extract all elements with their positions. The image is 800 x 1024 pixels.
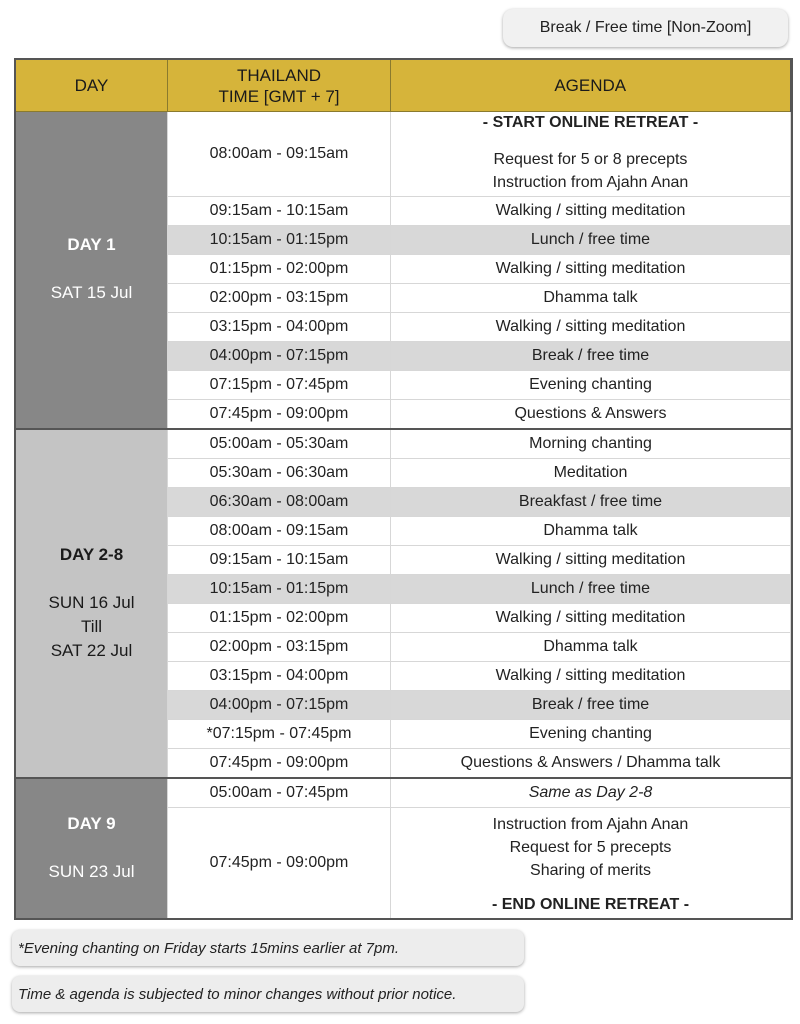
- agenda-line: Instruction from Ajahn Anan: [492, 174, 689, 191]
- agenda-cell: Break / free time: [391, 691, 791, 720]
- time-cell: 05:00am - 07:45pm: [168, 778, 391, 808]
- header-day: DAY: [16, 60, 168, 112]
- day2-8-cell: [16, 429, 168, 778]
- time-cell: 03:15pm - 04:00pm: [168, 662, 391, 691]
- time-cell: 08:00am - 09:15am: [168, 112, 391, 197]
- note-evening-chanting: *Evening chanting on Friday starts 15mins earlier at 7pm.: [12, 930, 524, 966]
- day1-cell: [16, 112, 168, 430]
- time-cell: 09:15am - 10:15am: [168, 546, 391, 575]
- time-cell: 08:00am - 09:15am: [168, 517, 391, 546]
- table-row: [16, 112, 791, 197]
- header-time: [168, 60, 391, 112]
- time-cell: 04:00pm - 07:15pm: [168, 691, 391, 720]
- time-cell: 01:15pm - 02:00pm: [168, 604, 391, 633]
- time-cell: 10:15am - 01:15pm: [168, 575, 391, 604]
- agenda-cell: Questions & Answers / Dhamma talk: [391, 749, 791, 779]
- agenda-line: Sharing of merits: [530, 861, 651, 879]
- agenda-line: Request for 5 precepts: [509, 838, 672, 856]
- table-row: [16, 429, 791, 459]
- day2-8-title: DAY 2-8: [59, 544, 124, 564]
- agenda-line: Instruction from Ajahn Anan: [492, 815, 689, 833]
- time-cell: 05:00am - 05:30am: [168, 429, 391, 459]
- time-cell: 02:00pm - 03:15pm: [168, 284, 391, 313]
- day9-cell: [16, 778, 168, 919]
- header-time-line1: THAILAND: [236, 65, 322, 85]
- agenda-cell: Breakfast / free time: [391, 488, 791, 517]
- day1-date: SAT 15 Jul: [50, 283, 133, 302]
- agenda-cell: Lunch / free time: [391, 226, 791, 255]
- legend-break-free-time: Break / Free time [Non-Zoom]: [503, 9, 788, 47]
- time-cell: 07:45pm - 09:00pm: [168, 400, 391, 430]
- time-cell: 01:15pm - 02:00pm: [168, 255, 391, 284]
- agenda-cell: Evening chanting: [391, 371, 791, 400]
- start-retreat-label: - START ONLINE RETREAT -: [482, 114, 699, 131]
- day1-title: DAY 1: [67, 235, 116, 254]
- header-time-line2: TIME [GMT + 7]: [218, 86, 340, 106]
- time-cell: 06:30am - 08:00am: [168, 488, 391, 517]
- day2-8-date-start: SUN 16 Jul: [48, 592, 135, 612]
- header-row: [16, 60, 791, 112]
- agenda-cell: Walking / sitting meditation: [391, 546, 791, 575]
- agenda-cell: [391, 112, 791, 197]
- day9-title: DAY 9: [67, 813, 116, 833]
- day2-8-till: Till: [80, 616, 103, 636]
- end-retreat-label: - END ONLINE RETREAT -: [491, 895, 690, 913]
- agenda-cell: Walking / sitting meditation: [391, 255, 791, 284]
- agenda-cell: Morning chanting: [391, 429, 791, 459]
- schedule-table: [15, 59, 792, 919]
- agenda-cell: Dhamma talk: [391, 517, 791, 546]
- time-cell: 07:15pm - 07:45pm: [168, 371, 391, 400]
- agenda-cell: Walking / sitting meditation: [391, 662, 791, 691]
- agenda-cell: Walking / sitting meditation: [391, 604, 791, 633]
- agenda-cell: Dhamma talk: [391, 633, 791, 662]
- time-cell: 07:45pm - 09:00pm: [168, 808, 391, 919]
- time-cell: 02:00pm - 03:15pm: [168, 633, 391, 662]
- agenda-line: Request for 5 or 8 precepts: [493, 151, 688, 168]
- time-cell: 03:15pm - 04:00pm: [168, 313, 391, 342]
- note-changes-notice: Time & agenda is subjected to minor changes without prior notice.: [12, 976, 524, 1012]
- time-cell: 05:30am - 06:30am: [168, 459, 391, 488]
- time-cell: 07:45pm - 09:00pm: [168, 749, 391, 779]
- agenda-cell: Lunch / free time: [391, 575, 791, 604]
- time-cell: *07:15pm - 07:45pm: [168, 720, 391, 749]
- day2-8-date-end: SAT 22 Jul: [50, 640, 133, 660]
- table-row: [16, 778, 791, 808]
- agenda-cell: [391, 808, 791, 919]
- time-cell: 10:15am - 01:15pm: [168, 226, 391, 255]
- agenda-cell: Walking / sitting meditation: [391, 197, 791, 226]
- agenda-cell: Questions & Answers: [391, 400, 791, 430]
- agenda-cell: Same as Day 2-8: [391, 778, 791, 808]
- time-cell: 04:00pm - 07:15pm: [168, 342, 391, 371]
- day9-date: SUN 23 Jul: [48, 861, 135, 881]
- agenda-cell: Meditation: [391, 459, 791, 488]
- agenda-cell: Break / free time: [391, 342, 791, 371]
- agenda-cell: Evening chanting: [391, 720, 791, 749]
- header-agenda: AGENDA: [391, 60, 791, 112]
- agenda-cell: Walking / sitting meditation: [391, 313, 791, 342]
- agenda-cell: Dhamma talk: [391, 284, 791, 313]
- time-cell: 09:15am - 10:15am: [168, 197, 391, 226]
